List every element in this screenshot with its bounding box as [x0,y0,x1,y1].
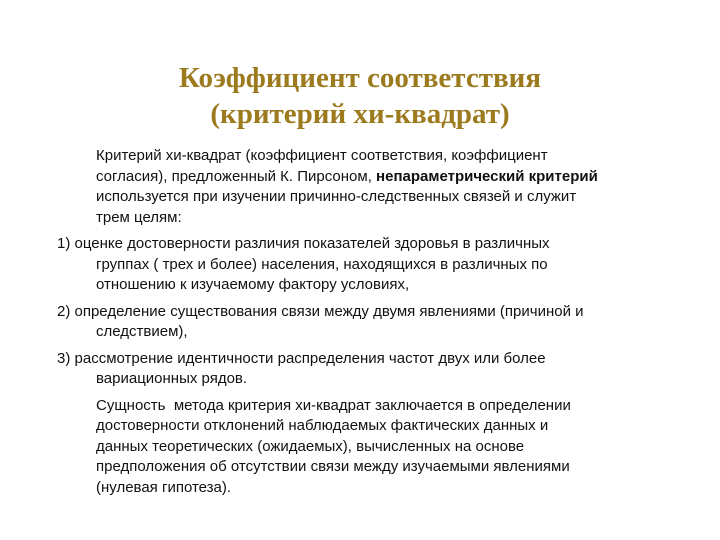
list-item-2 [57,302,667,343]
list-item-2-line-1: 2) определение существования связи между двумя явлениями (причиной и [57,302,584,320]
intro-line-2 [96,167,667,188]
slide-title [0,60,720,132]
essence-line-2: достоверности отклонений наблюдаемых фактических данных и [96,417,549,434]
title-line-2: (критерий хи-квадрат) [210,98,510,130]
list-item-1-line-1: 1) оценке достоверности различия показателей здоровья в различных [57,235,550,252]
intro-line-4: трем целям: [96,208,182,226]
list-item-3-line-1: 3) рассмотрение идентичности распределения частот двух или более [57,349,546,367]
list-item-1-line-3: отношению к изучаемому фактору условиях, [96,276,410,293]
intro-paragraph [57,146,667,228]
list-item-1 [57,234,667,296]
essence-line-4: предположения об отсутствии связи между изучаемыми явлениями [96,458,570,475]
intro-line-1: Критерий хи-квадрат (коэффициент соответствия, коэффициент [96,147,548,164]
list-item-2-line-2: следствием), [96,323,188,340]
title-line-1: Коэффициент соответствия [178,62,542,94]
essence-line-1: Сущность метода критерия хи-квадрат заключается в определении [96,396,571,414]
essence-paragraph [57,396,667,499]
essence-line-5: (нулевая гипотеза). [96,478,232,496]
slide-body [57,146,667,504]
list-item-3-line-2: вариационных рядов. [96,370,248,387]
list-item-1-line-2: группах ( трех и более) населения, находящихся в различных по [96,255,548,273]
intro-bold-term: непараметрический критерий [376,167,598,185]
essence-line-3: данных теоретических (ожидаемых), вычисленных на основе [96,437,525,455]
intro-line-2-text: согласия), предложенный К. Пирсоном, [96,167,377,185]
intro-line-3: используется при изучении причинно-следственных связей и служит [96,188,577,205]
list-item-3 [57,349,667,390]
